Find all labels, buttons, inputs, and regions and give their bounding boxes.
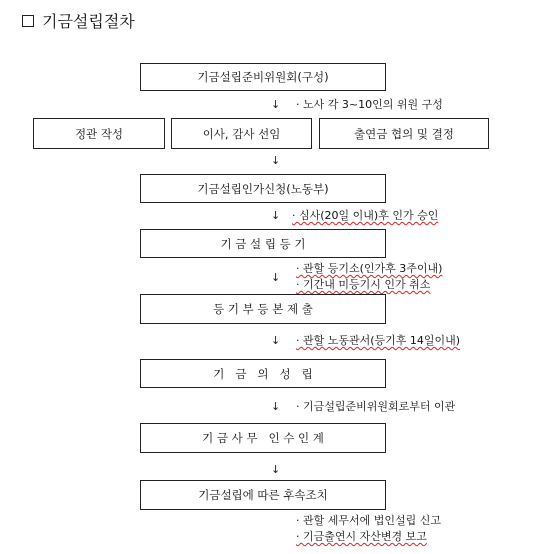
step-contribution	[319, 118, 489, 149]
checkbox-square-icon	[22, 15, 34, 27]
down-arrow-icon: ↓	[271, 154, 281, 167]
step-label: 출연금 협의 및 결정	[354, 126, 454, 141]
note-committee: · 노사 각 3~10인의 위원 구성	[296, 98, 443, 111]
note-text: · 관할 등기소(인가후 3주이내)	[296, 262, 443, 275]
step-label: 이사, 감사 선임	[202, 126, 281, 141]
title-text: 기금설립절차	[42, 12, 135, 31]
note-asset-report	[296, 530, 427, 543]
step-establishment	[140, 359, 386, 388]
step-label: 기금설립준비위원회(구성)	[197, 70, 329, 84]
note-text: · 기금출연시 자산변경 보고	[296, 530, 427, 543]
down-arrow-icon: ↓	[271, 334, 281, 347]
step-label: 기금설립에 따른 후속조치	[198, 488, 328, 502]
step-label: 기 금 의 성 립	[213, 366, 313, 381]
step-directors	[171, 118, 312, 149]
note-text: · 관할 노동관서(등기후 14일이내)	[296, 334, 461, 347]
step-approval-application	[140, 174, 386, 203]
step-submit-certificate	[140, 294, 386, 324]
down-arrow-icon: ↓	[271, 271, 281, 284]
step-registration	[140, 229, 386, 258]
step-prep-committee	[140, 63, 386, 91]
step-label: 기 금 사 무 인 수 인 계	[202, 431, 324, 445]
note-registry-office	[296, 262, 442, 275]
page-title	[22, 9, 135, 32]
note-labor-office	[296, 334, 460, 347]
step-label: 기금설립인가신청(노동부)	[197, 181, 329, 196]
step-label: 기 금 설 립 등 기	[220, 236, 306, 251]
note-tax-office: · 관할 세무서에 법인설립 신고	[296, 514, 441, 527]
note-text: · 기간내 미등기시 인가 취소	[296, 278, 431, 291]
down-arrow-icon: ↓	[271, 400, 281, 413]
down-arrow-icon: ↓	[271, 463, 281, 476]
note-cancellation	[296, 278, 430, 291]
down-arrow-icon: ↓	[271, 209, 281, 222]
step-label: 정관 작성	[74, 126, 124, 141]
step-articles	[33, 118, 165, 149]
step-handover	[140, 423, 386, 453]
step-label: 등 기 부 등 본 제 출	[213, 302, 313, 316]
note-text: · 심사(20일 이내)후 인가 승인	[292, 209, 439, 222]
note-review	[292, 209, 438, 222]
down-arrow-icon: ↓	[271, 98, 281, 111]
note-transfer: · 기금설립준비위원회로부터 이관	[296, 400, 456, 413]
step-follow-up	[140, 480, 386, 510]
